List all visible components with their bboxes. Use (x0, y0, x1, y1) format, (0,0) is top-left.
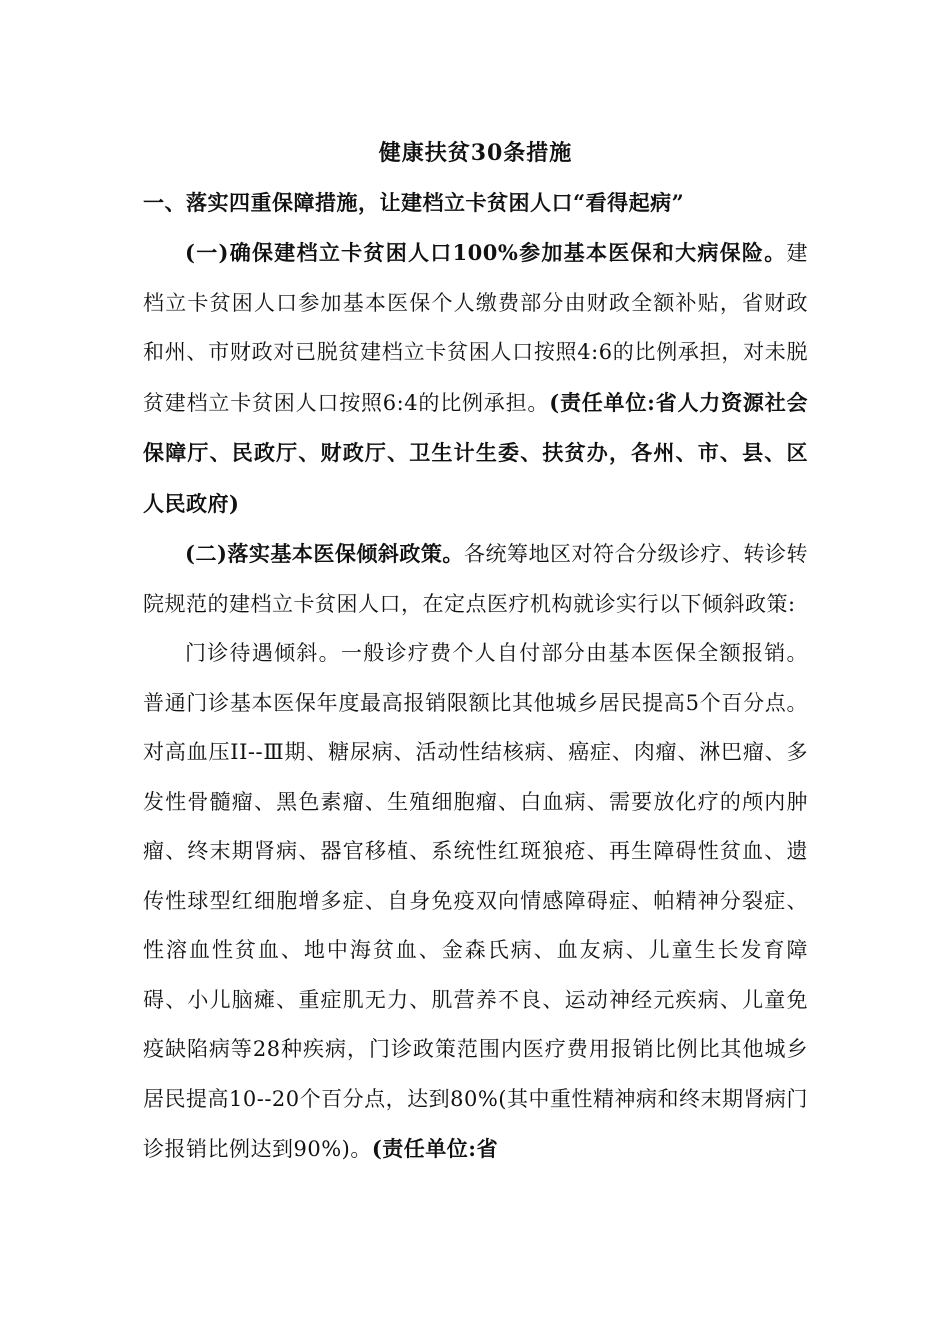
section-heading: 一、落实四重保障措施，让建档立卡贫困人口“看得起病” (143, 190, 685, 215)
document-body (143, 128, 808, 1175)
item-2-body: 各统筹地区对符合分级诊疗、转诊转院规范的建档立卡贫困人口，在定点医疗机构就诊实行以下倾斜政策: (143, 542, 809, 616)
item-2-lead: (二)落实基本医保倾斜政策。 (185, 541, 464, 566)
outpatient-responsibility: (责任单位:省 (371, 1136, 499, 1161)
paragraph-item-1 (143, 228, 808, 529)
item-1-body: 建档立卡贫困人口参加基本医保个人缴费部分由财政全额补贴，省财政和州、市财政对已脱贫建档立卡贫困人口按照4:6的比例承担，对未脱贫建档立卡贫困人口按照6:4的比例承担。 (143, 241, 808, 415)
outpatient-body: 门诊待遇倾斜。一般诊疗费个人自付部分由基本医保全额报销。普通门诊基本医保年度最高报销限额比其他城乡居民提高5个百分点。对高血压II--Ⅲ期、糖尿病、活动性结核病、癌症、肉瘤、淋巴瘤、多发性骨髓瘤、黑色素瘤、生殖细胞瘤、白血病、需要放化疗的颅内肿瘤、终末期肾病、器官移植、系统性红斑狼疮、再生障碍性贫血、遗传性球型红细胞增多症、自身免疫双向情感障碍症、帕精神分裂症、性溶血性贫血、地中海贫血、金森氏病、血友病、儿童生长发育障碍、小儿脑瘫、重症肌无力、肌营养不良、运动神经元疾病、儿童免疫缺陷病等28种疾病，门诊政策范围内医疗费用报销比例比其他城乡居民提高10--20个百分点，达到80%(其中重性精神病和终末期肾病门诊报销比例达到90%)。 (143, 641, 809, 1161)
document-title: 健康扶贫30条措施 (378, 140, 573, 166)
item-1-responsibility: (责任单位:省人力资源社会保障厅、民政厅、财政厅、卫生计生委、扶贫办，各州、市、县、区人民政府) (143, 389, 809, 516)
item-1-lead: (一)确保建档立卡贫困人口100%参加基本医保和大病保险。 (185, 240, 787, 265)
paragraph-outpatient (143, 629, 808, 1175)
paragraph-item-2 (143, 529, 808, 629)
